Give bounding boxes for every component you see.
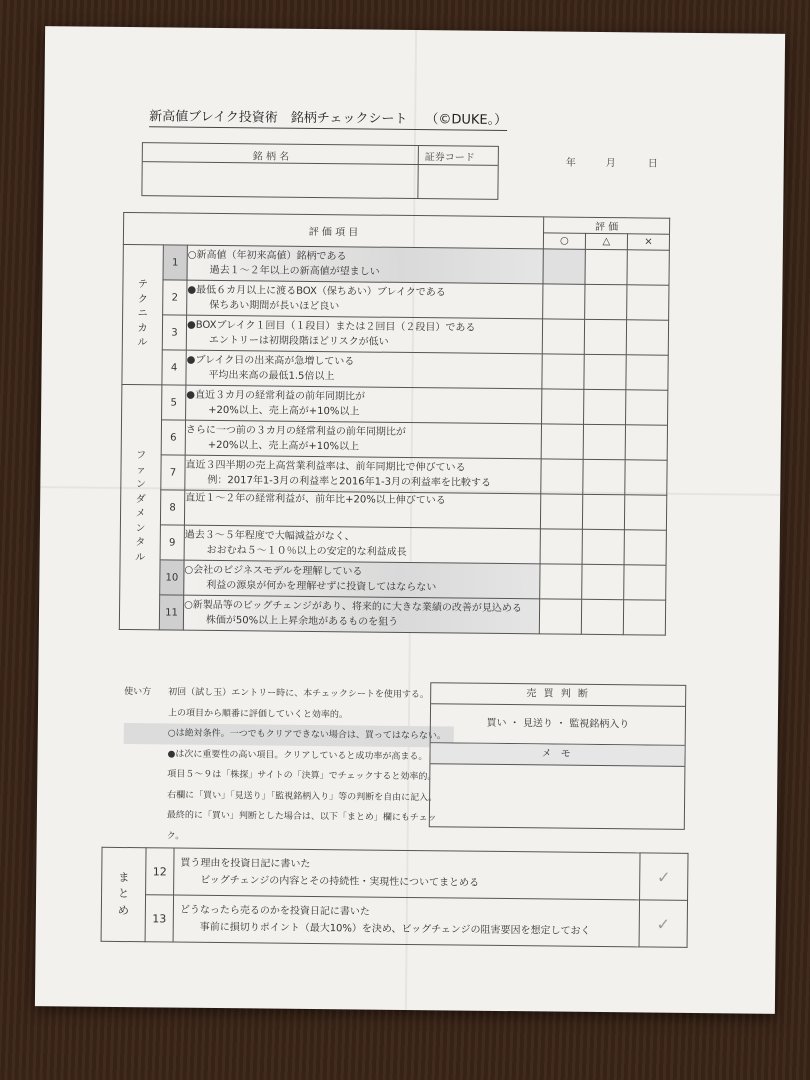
eval-cell-fair[interactable] — [583, 424, 625, 459]
stock-name-label: 銘 柄 名 — [252, 151, 290, 163]
usage-line: 最終的に「買い」判断とした場合は、以下「まとめ」欄にもチェック。 — [166, 810, 437, 842]
eval-cell-good[interactable] — [543, 249, 585, 284]
memo-header: メ モ — [430, 743, 684, 767]
eval-cell-bad[interactable] — [625, 460, 667, 495]
eval-cell-bad[interactable] — [623, 600, 665, 635]
copyright-text: （©DUKE。） — [425, 112, 508, 128]
memo-area[interactable] — [430, 764, 685, 829]
item-text: 直近１～２年の経常利益が、前年比+20%以上伸びている — [184, 490, 540, 529]
item-number: 6 — [161, 420, 185, 455]
usage-line: ●は次に重要性の高い項目。クリアしていると成功率が高まる。 — [167, 748, 428, 762]
eval-cell-bad[interactable] — [627, 285, 669, 320]
sheet-title — [149, 105, 507, 131]
item-number: 9 — [160, 525, 184, 560]
eval-cell-bad[interactable] — [626, 390, 668, 425]
eval-cell-good[interactable] — [540, 564, 582, 599]
eval-cell-bad[interactable] — [626, 355, 668, 390]
eval-cell-fair[interactable] — [581, 599, 623, 634]
eval-cell-good[interactable] — [540, 529, 582, 564]
mark-fair: △ — [585, 233, 627, 249]
category-fundamental: フ ァ ン ダ メ ン タ ル — [119, 384, 162, 629]
summary-text: どうなったら売るのかを投資日記に書いた 事前に損切りポイント（最大10%）を決め、ビッグチェンジの阻害要因を想定しておく — [173, 895, 639, 947]
item-text: ●直近３カ月の経常利益の前年同期比が +20%以上、売上高が+10%以上 — [186, 385, 542, 424]
summary-check-cell[interactable]: ✓ — [640, 853, 688, 901]
eval-cell-good[interactable] — [541, 459, 583, 494]
item-text: 過去３～５年程度で大幅減益がなく、 おおむね５～１０％以上の安定的な利益成長 — [184, 525, 540, 564]
summary-table — [101, 847, 689, 948]
usage-line: 初回（試し玉）エントリー時に、本チェックシートを使用する。 — [168, 687, 429, 701]
eval-cell-fair[interactable] — [582, 564, 624, 599]
eval-cell-fair[interactable] — [585, 249, 627, 284]
usage-instructions — [123, 682, 455, 849]
mark-bad: × — [627, 234, 669, 250]
eval-cell-bad[interactable] — [625, 425, 667, 460]
eval-cell-fair[interactable] — [585, 284, 627, 319]
sheet-title-text: 新高値ブレイク投資術 銘柄チェックシート — [149, 109, 408, 127]
eval-cell-fair[interactable] — [582, 494, 624, 529]
item-number: 7 — [161, 455, 185, 490]
eval-cell-bad[interactable] — [624, 530, 666, 565]
eval-cell-good[interactable] — [542, 319, 584, 354]
eval-cell-bad[interactable] — [624, 495, 666, 530]
stock-name-box — [141, 142, 499, 200]
usage-line: ○は絶対条件。一つでもクリアできない場合は、買ってはならない。 — [124, 723, 454, 747]
trade-judgment-box — [429, 682, 687, 830]
header-evaluation: 評 価 — [544, 217, 670, 234]
eval-cell-fair[interactable] — [584, 389, 626, 424]
usage-line: 項目５～９は「株探」サイトの「決算」でチェックすると効率的。 — [167, 769, 437, 783]
item-text: ●最低６カ月以上に渡るBOX（保ちあい）ブレイクである 保ちあい期間が長いほど良い — [187, 280, 543, 319]
summary-number: 13 — [145, 895, 173, 942]
item-text: ●ブレイク日の出来高が急増している 平均出来高の最低1.5倍以上 — [186, 350, 542, 389]
eval-cell-good[interactable] — [540, 494, 582, 529]
item-number: 11 — [159, 595, 183, 630]
stock-code-label: 証券コード — [424, 152, 475, 164]
summary-number: 12 — [146, 848, 174, 895]
usage-label: 使い方 — [124, 687, 152, 698]
item-text: ●BOXブレイク１回目（１段目）または２回目（２段目）である エントリーは初期段階ほどリスクが低い — [186, 315, 542, 354]
eval-cell-bad[interactable] — [627, 250, 669, 285]
item-text: ○新製品等のビッグチェンジがあり、将来的に大きな業績の改善が見込める 株価が50%以上上昇余地があるものを狙う — [183, 595, 539, 634]
usage-line: 右欄に「買い」「見送り」「監視銘柄入り」等の判断を自由に記入。 — [167, 789, 438, 803]
item-number: 3 — [162, 315, 186, 350]
summary-category: ま と め — [101, 847, 146, 941]
eval-cell-good[interactable] — [542, 389, 584, 424]
eval-cell-fair[interactable] — [584, 319, 626, 354]
category-technical: テ ク ニ カ ル — [122, 244, 163, 384]
item-text: さらに一つ前の３カ月の経常利益の前年同期比が +20%以上、売上高が+10%以上 — [185, 420, 541, 459]
item-number: 4 — [162, 350, 186, 385]
item-text: 直近３四半期の売上高営業利益率は、前年同期比で伸びている 例：2017年1-3月の利益率と2016年1-3月の利益率を比較する — [185, 455, 541, 494]
date-month-label: 月 — [605, 158, 616, 170]
eval-cell-fair[interactable] — [583, 459, 625, 494]
item-number: 1 — [163, 245, 187, 280]
eval-cell-bad[interactable] — [626, 320, 668, 355]
item-text: ○会社のビジネスモデルを理解している 利益の源泉が何かを理解せずに投資してはならない — [184, 560, 540, 599]
eval-cell-good[interactable] — [539, 599, 581, 634]
judgment-header: 売 買 判 断 — [431, 683, 685, 707]
judgment-options[interactable]: 買い ・ 見送り ・ 監視銘柄入り — [431, 704, 685, 746]
eval-cell-bad[interactable] — [624, 565, 666, 600]
item-text: ○新高値（年初来高値）銘柄である 過去１～２年以上の新高値が望ましい — [187, 245, 543, 284]
item-number: 2 — [163, 280, 187, 315]
mark-good: ○ — [543, 233, 585, 249]
usage-line: 上の項目から順番に評価していくと効率的。 — [167, 707, 349, 720]
summary-text: 買う理由を投資日記に書いた ビッグチェンジの内容とその持続性・実現性についてまとめる — [174, 848, 640, 900]
eval-cell-fair[interactable] — [584, 354, 626, 389]
eval-cell-good[interactable] — [543, 284, 585, 319]
eval-cell-good[interactable] — [541, 424, 583, 459]
checksheet-paper — [35, 26, 785, 1014]
item-number: 10 — [160, 560, 184, 595]
item-number: 5 — [162, 385, 186, 420]
header-items: 評 価 項 目 — [123, 212, 543, 248]
eval-cell-fair[interactable] — [582, 529, 624, 564]
evaluation-table — [119, 212, 670, 636]
date-day-label: 日 — [647, 158, 658, 170]
date-year-label: 年 — [565, 157, 576, 169]
eval-cell-good[interactable] — [542, 354, 584, 389]
item-number: 8 — [160, 490, 184, 525]
summary-check-cell[interactable]: ✓ — [639, 900, 687, 948]
